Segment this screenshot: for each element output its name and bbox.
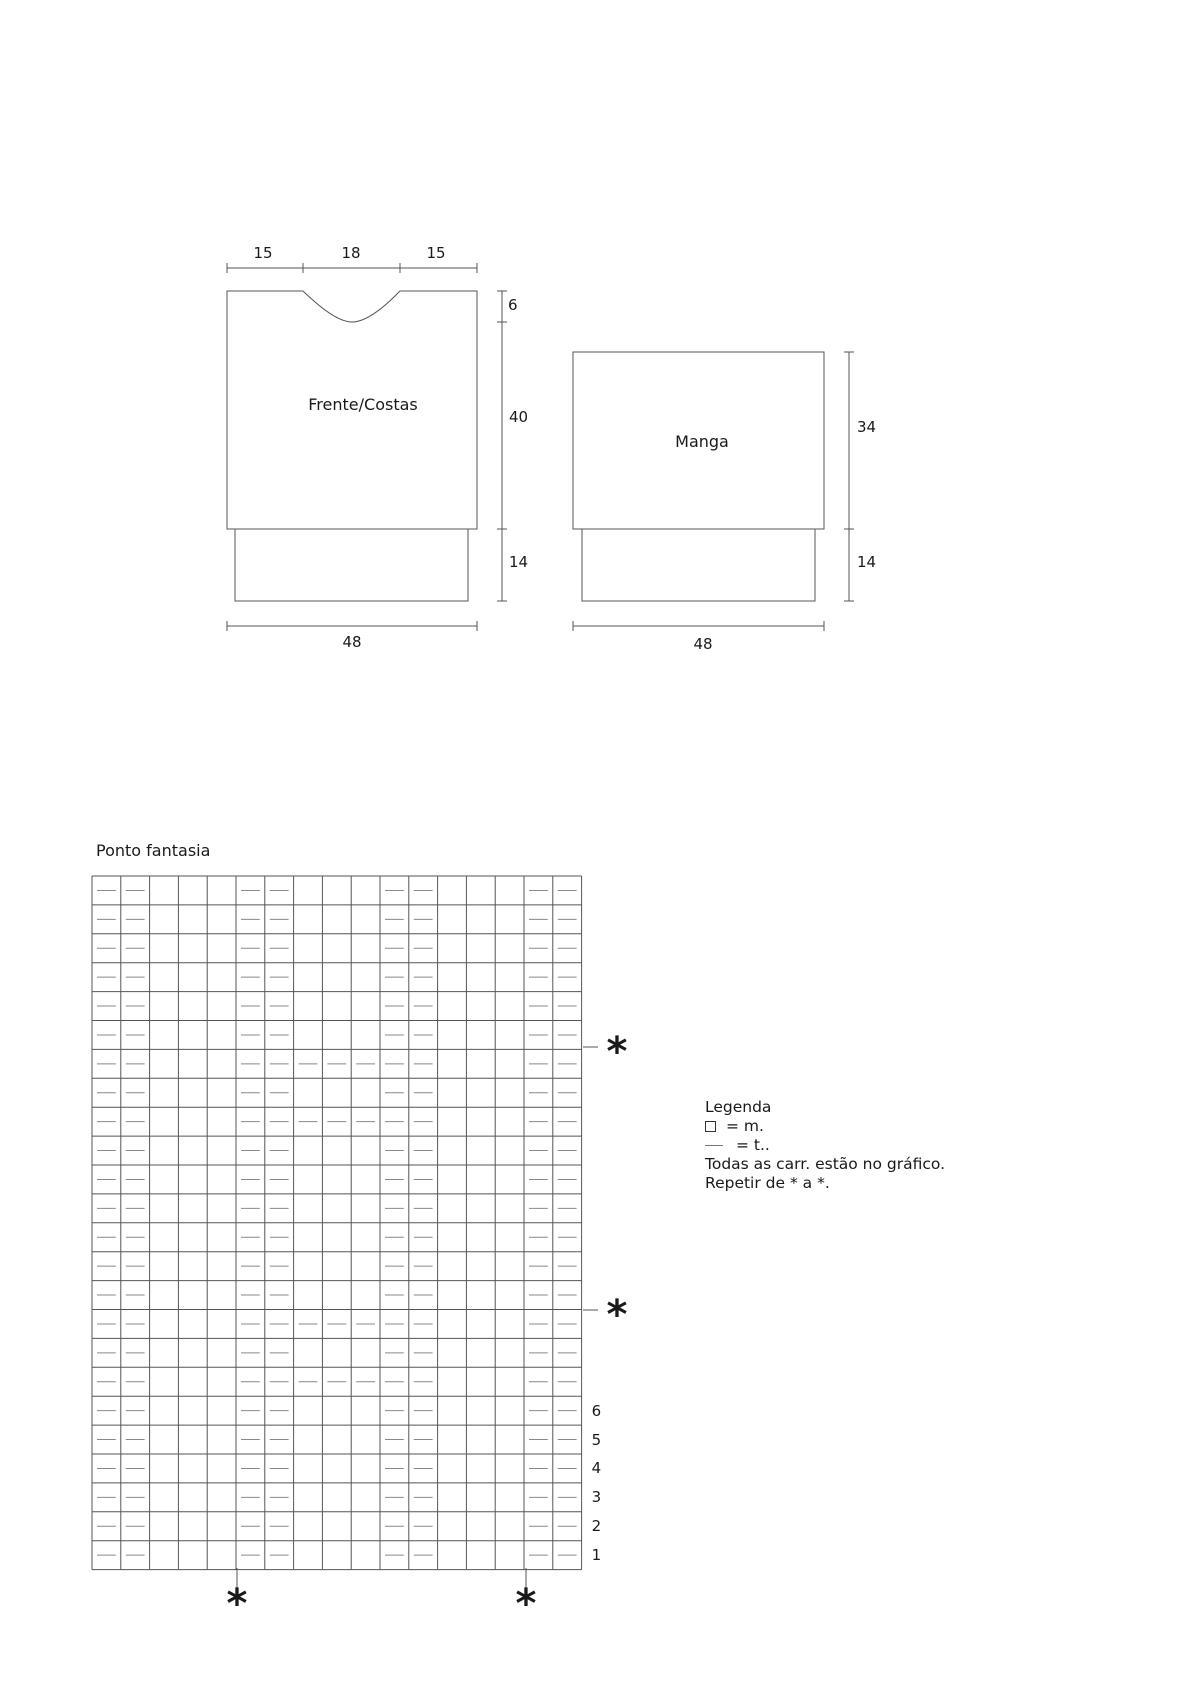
row-number: 1 <box>591 1546 602 1565</box>
legend-note-repeat: Repetir de * a *. <box>705 1174 830 1192</box>
row-number: 5 <box>591 1430 602 1449</box>
sleeve-height-cuff: 14 <box>857 553 877 571</box>
front-bottom-width: 48 <box>342 633 362 651</box>
legend-purl-row <box>705 1136 945 1155</box>
sleeve-piece-label: Manga <box>675 432 729 451</box>
front-width-right: 15 <box>426 244 446 262</box>
row-number: 4 <box>591 1459 602 1478</box>
legend-knit-row <box>705 1117 945 1136</box>
sleeve-bottom-width: 48 <box>693 635 713 653</box>
sleeve-height-body: 34 <box>857 418 877 436</box>
row-number: 2 <box>591 1517 602 1536</box>
repeat-marker-upper: * <box>606 1292 628 1338</box>
front-height-ribbing: 14 <box>509 553 529 571</box>
stitch-chart-grid <box>92 876 582 1570</box>
front-width-left: 15 <box>253 244 273 262</box>
legend-title: Legenda <box>705 1098 772 1116</box>
legend <box>705 1098 945 1193</box>
chart-title: Ponto fantasia <box>96 841 211 860</box>
row-number: 6 <box>591 1401 602 1420</box>
front-width-neck: 18 <box>341 244 361 262</box>
front-height-neck: 6 <box>508 296 518 314</box>
row-number: 3 <box>591 1488 602 1507</box>
knit-symbol-icon <box>705 1121 716 1132</box>
front-piece-label: Frente/Costas <box>308 395 418 414</box>
repeat-marker-bottom-right: * <box>515 1581 537 1627</box>
sleeve-cuff-outline <box>582 529 815 601</box>
repeat-marker-bottom-left: * <box>226 1581 248 1627</box>
front-ribbing-outline <box>235 529 468 601</box>
legend-knit-label: = m. <box>726 1117 764 1135</box>
front-height-body: 40 <box>509 408 529 426</box>
legend-note-rows: Todas as carr. estão no gráfico. <box>705 1155 946 1173</box>
legend-purl-label: = t.. <box>736 1136 770 1154</box>
repeat-marker-top: * <box>606 1029 628 1075</box>
purl-symbol-icon <box>705 1145 723 1146</box>
